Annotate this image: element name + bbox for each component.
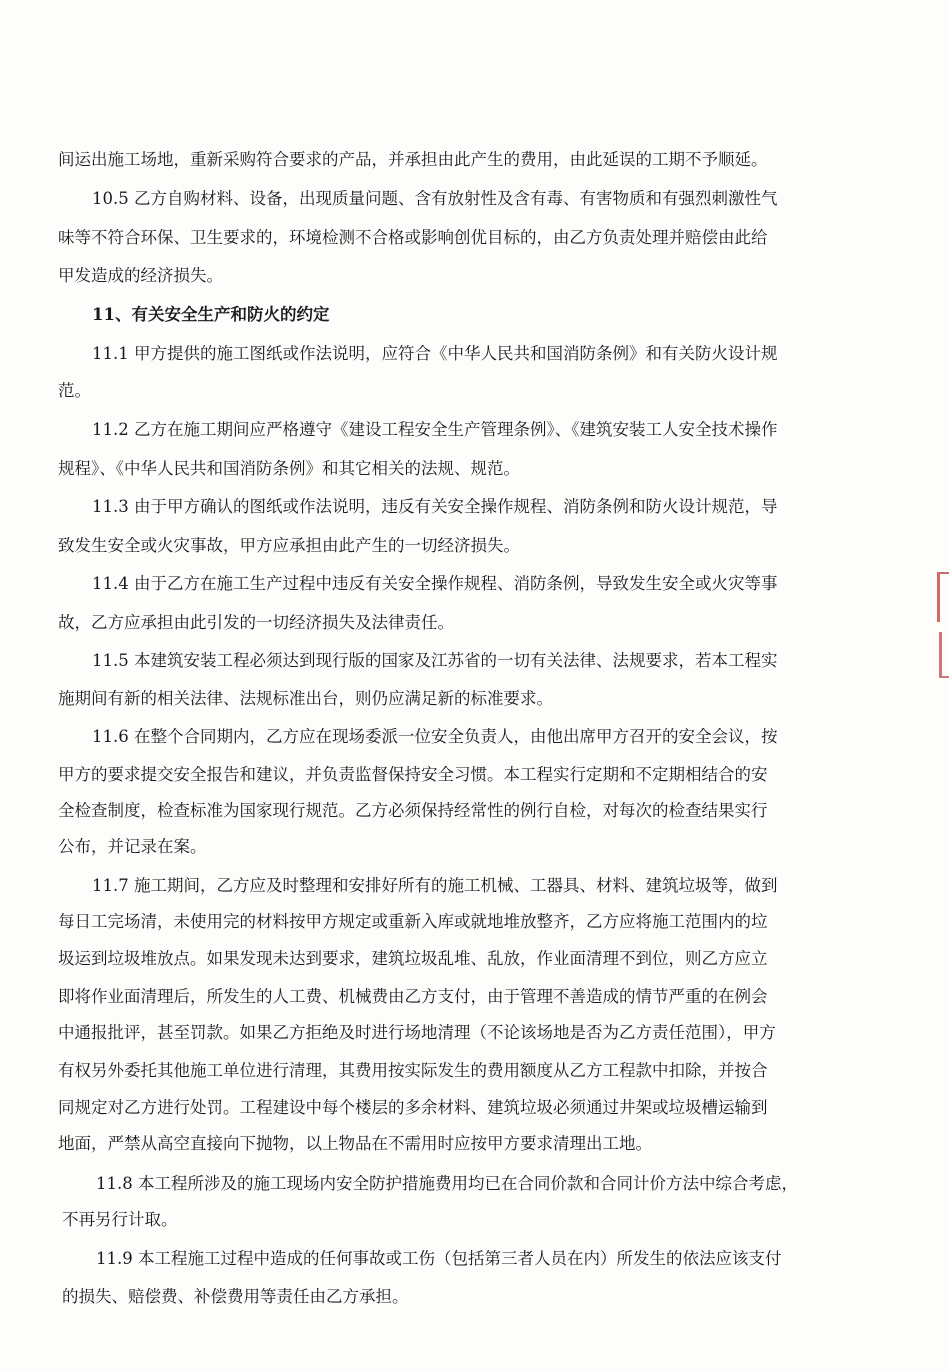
text-line: 全检查制度，检查标准为国家现行规范。乙方必须保持经常性的例行自检，对每次的检查结果实行 [58,801,768,820]
text-line: 的损失、赔偿费、补偿费用等责任由乙方承担。 [62,1287,409,1306]
text-line: 地面，严禁从高空直接向下抛物，以上物品在不需用时应按甲方要求清理出工地。 [58,1134,652,1153]
clause-10-5: 10.5 乙方自购材料、设备，出现质量问题、含有放射性及含有毒、有害物质和有强烈刺激性气 [92,189,778,208]
text-line: 同规定对乙方进行处罚。工程建设中每个楼层的多余材料、建筑垃圾必须通过井架或垃圾槽运输到 [58,1098,768,1117]
text-line: 致发生安全或火灾事故，甲方应承担由此产生的一切经济损失。 [58,536,520,555]
text-line: 每日工完场清，未使用完的材料按甲方规定或重新入库或就地堆放整齐，乙方应将施工范围内的垃 [58,912,768,931]
text-line: 甲方的要求提交安全报告和建议，并负责监督保持安全习惯。本工程实行定期和不定期相结合的安 [58,765,768,784]
text-line: 施期间有新的相关法律、法规标准出台，则仍应满足新的标准要求。 [58,689,553,708]
clause-11-5: 11.5 本建筑安装工程必须达到现行版的国家及江苏省的一切有关法律、法规要求，若本工程实 [92,651,778,670]
text-line: 公布，并记录在案。 [58,837,207,856]
text-line: 不再另行计取。 [62,1210,178,1229]
clause-11-4: 11.4 由于乙方在施工生产过程中违反有关安全操作规程、消防条例，导致发生安全或火灾等事 [92,574,778,593]
clause-11-1: 11.1 甲方提供的施工图纸或作法说明，应符合《中华人民共和国消防条例》和有关防火设计规 [92,344,778,363]
section-heading-11: 11、有关安全生产和防火的约定 [92,305,330,324]
clause-11-7: 11.7 施工期间，乙方应及时整理和安排好所有的施工机械、工器具、材料、建筑垃圾等，做到 [92,876,778,895]
text-line: 甲发造成的经济损失。 [58,266,223,285]
text-line: 味等不符合环保、卫生要求的，环境检测不合格或影响创优目标的，由乙方负责处理并赔偿由此给 [58,228,768,247]
text-line: 范。 [58,381,91,400]
text-line: 故，乙方应承担由此引发的一切经济损失及法律责任。 [58,613,454,632]
text-line: 规程》、《中华人民共和国消防条例》和其它相关的法规、规范。 [58,459,520,478]
text-line: 间运出施工场地，重新采购符合要求的产品，并承担由此产生的费用，由此延误的工期不予顺延。 [58,150,768,169]
text-line: 即将作业面清理后，所发生的人工费、机械费由乙方支付，由于管理不善造成的情节严重的在例会 [58,987,768,1006]
clause-11-8: 11.8 本工程所涉及的施工现场内安全防护措施费用均已在合同价款和合同计价方法中综合考虑， [96,1174,798,1193]
clause-11-9: 11.9 本工程施工过程中造成的任何事故或工伤（包括第三者人员在内）所发生的依法应该支付 [96,1249,782,1268]
clause-11-6: 11.6 在整个合同期内，乙方应在现场委派一位安全负责人，由他出席甲方召开的安全会议，按 [92,727,778,746]
clause-11-3: 11.3 由于甲方确认的图纸或作法说明，违反有关安全操作规程、消防条例和防火设计规范，导 [92,497,778,516]
text-line: 有权另外委托其他施工单位进行清理，其费用按实际发生的费用额度从乙方工程款中扣除，并按合 [58,1061,768,1080]
seal-stamp-fragment [935,572,949,682]
text-line: 中通报批评，甚至罚款。如果乙方拒绝及时进行场地清理（不论该场地是否为乙方责任范围），甲方 [58,1023,776,1042]
text-line: 圾运到垃圾堆放点。如果发现未达到要求，建筑垃圾乱堆、乱放，作业面清理不到位，则乙方应立 [58,949,768,968]
clause-11-2: 11.2 乙方在施工期间应严格遵守《建设工程安全生产管理条例》、《建筑安装工人安全技术操作 [92,420,778,439]
